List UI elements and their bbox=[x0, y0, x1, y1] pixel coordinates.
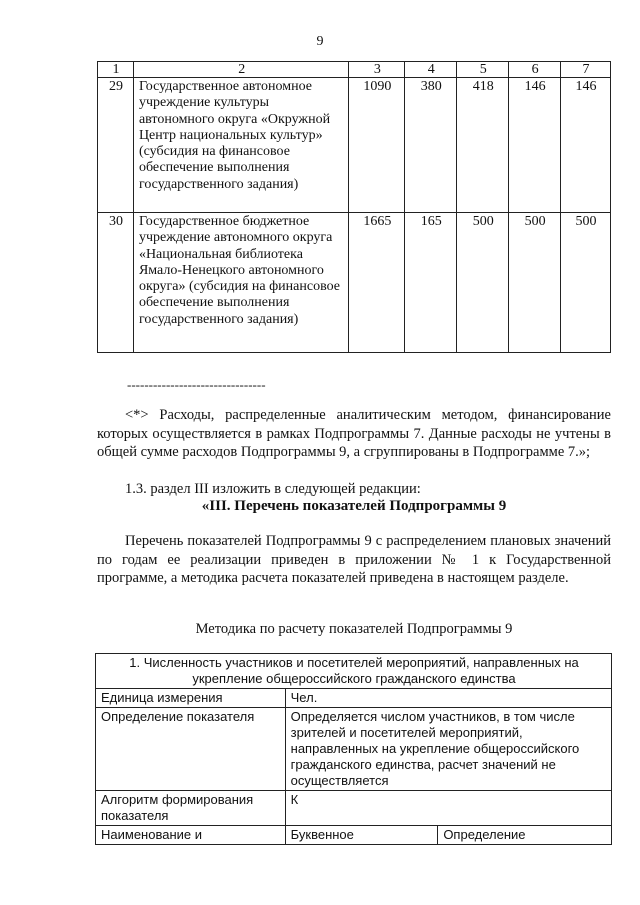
row-value: Определяется числом участников, в том числе зрителей и посетителей мероприятий, направленных на укрепление общероссийского гражданского единства, расчет значений не осуществляется bbox=[285, 708, 611, 791]
row-label: Наименование и bbox=[96, 826, 286, 845]
row-cell: Буквенное bbox=[285, 826, 438, 845]
method-title: Методика по расчету показателей Подпрограммы 9 bbox=[195, 621, 513, 637]
institution-name: Государственное автономное учреждение культуры автономного округа «Окружной Центр национальных культур» (субсидия на финансовое обеспечение выполнения государственного задания) bbox=[133, 78, 349, 213]
value-cell: 418 bbox=[457, 78, 509, 213]
row-label: Единица измерения bbox=[96, 689, 286, 708]
row-label: Алгоритм формирования показателя bbox=[96, 791, 286, 826]
value-cell: 146 bbox=[509, 78, 561, 213]
section-paragraph: Перечень показателей Подпрограммы 9 с распределением плановых значений по годам ее реализации приведен в приложении № 1 к Государственной программе, а методика расчета показателей приведена в настоящем разделе. bbox=[97, 533, 611, 586]
expenditure-table bbox=[97, 61, 611, 353]
header-cell: 4 bbox=[405, 62, 457, 78]
footnote-block bbox=[97, 406, 611, 462]
table-row bbox=[96, 791, 612, 826]
row-number: 29 bbox=[98, 78, 134, 213]
table-row bbox=[96, 826, 612, 845]
row-cell: Определение bbox=[438, 826, 612, 845]
header-cell: 6 bbox=[509, 62, 561, 78]
value-cell: 500 bbox=[509, 213, 561, 353]
table-row bbox=[98, 78, 611, 213]
amendment-text: 1.3. раздел III изложить в следующей редакции: bbox=[125, 481, 421, 497]
row-label: Определение показателя bbox=[96, 708, 286, 791]
value-cell: 380 bbox=[405, 78, 457, 213]
table-row bbox=[96, 689, 612, 708]
footnote-separator: -------------------------------- bbox=[127, 377, 266, 392]
header-cell: 2 bbox=[133, 62, 349, 78]
row-value: Чел. bbox=[285, 689, 611, 708]
row-value: К bbox=[285, 791, 611, 826]
header-cell: 5 bbox=[457, 62, 509, 78]
header-cell: 3 bbox=[349, 62, 405, 78]
section-paragraph-block bbox=[97, 532, 611, 588]
row-number: 30 bbox=[98, 213, 134, 353]
institution-name: Государственное бюджетное учреждение автономного округа «Национальная библиотека Ямало-Ненецкого автономного округа» (субсидия на финансовое обеспечение выполнения государственного задания) bbox=[133, 213, 349, 353]
page-number: 9 bbox=[316, 34, 324, 49]
footnote-text: <*> Расходы, распределенные аналитическим методом, финансирование которых осуществляется в рамках Подпрограммы 7. Данные расходы не учтены в общей сумме расходов Подпрограммы 9, а сгруппированы в Подпрограмме 7.»; bbox=[97, 407, 611, 460]
header-cell: 1 bbox=[98, 62, 134, 78]
header-cell: 7 bbox=[561, 62, 611, 78]
value-cell: 165 bbox=[405, 213, 457, 353]
value-cell: 1665 bbox=[349, 213, 405, 353]
value-cell: 500 bbox=[561, 213, 611, 353]
table-row bbox=[96, 708, 612, 791]
table-header-row bbox=[98, 62, 611, 78]
value-cell: 1090 bbox=[349, 78, 405, 213]
value-cell: 146 bbox=[561, 78, 611, 213]
value-cell: 500 bbox=[457, 213, 509, 353]
table-row bbox=[98, 213, 611, 353]
indicator-table bbox=[95, 653, 612, 845]
indicator-title-row bbox=[96, 654, 612, 689]
amendment-item bbox=[97, 480, 611, 499]
indicator-title: 1. Численность участников и посетителей мероприятий, направленных на укрепление общероссийского гражданского единства bbox=[96, 654, 612, 689]
section-title: «III. Перечень показателей Подпрограммы 9 bbox=[201, 498, 507, 514]
